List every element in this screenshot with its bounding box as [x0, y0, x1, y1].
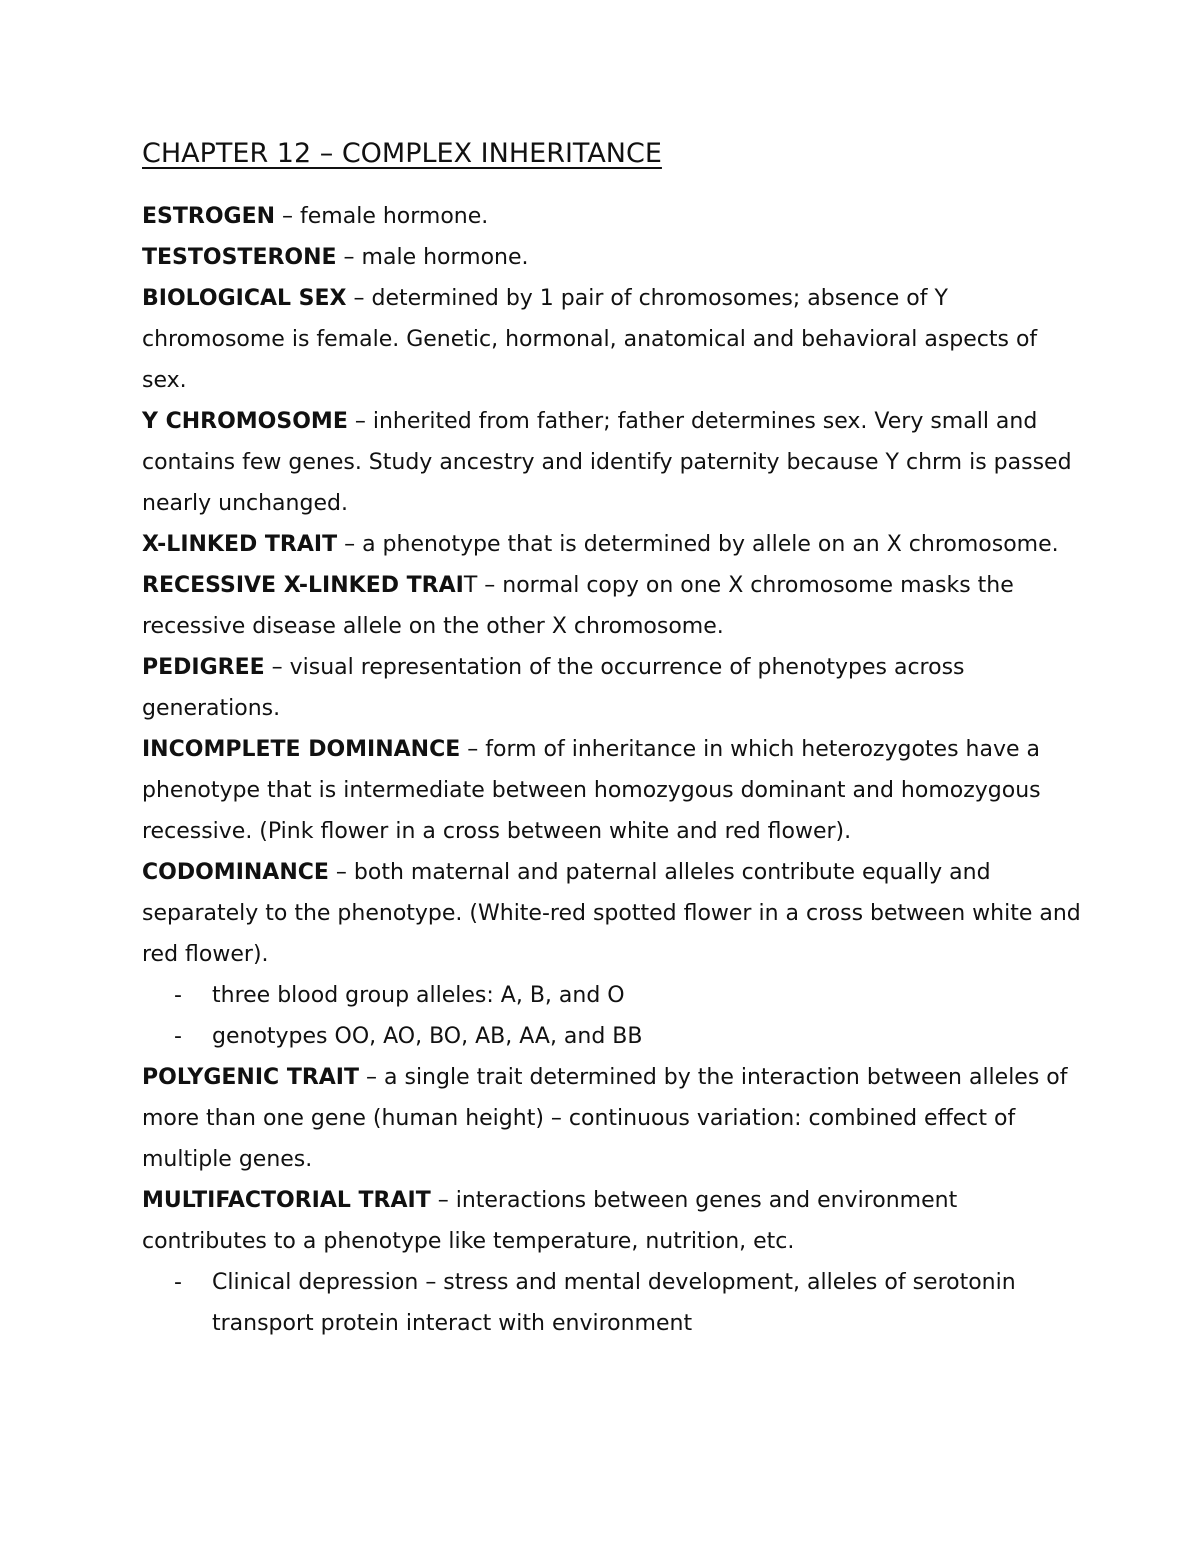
definition: – a single trait determined by the interaction between alleles of more than one gene (human height) – continuous variation: combined effect of multiple genes. [142, 1065, 1068, 1172]
definition-y-chromosome [142, 401, 1082, 524]
definition-testosterone [142, 237, 1082, 278]
term: INCOMPLETE DOMINANCE [142, 737, 461, 762]
codominance-bullet-list [142, 975, 1082, 1057]
bullet-dash: - [174, 1270, 182, 1295]
definition: – female hormone. [275, 204, 489, 229]
definition-codominance [142, 852, 1082, 975]
chapter-title: CHAPTER 12 – COMPLEX INHERITANCE [142, 138, 662, 169]
list-item [142, 1262, 1082, 1344]
definition: – interactions between genes and environment contributes to a phenotype like temperature, nutrition, etc. [142, 1188, 958, 1254]
definition: – male hormone. [336, 245, 529, 270]
definition: – visual representation of the occurrence of phenotypes across generations. [142, 655, 965, 721]
definition-pedigree [142, 647, 1082, 729]
definition: – a phenotype that is determined by allele on an X chromosome. [337, 532, 1059, 557]
term: X-LINKED TRAIT [142, 532, 338, 557]
definition-multifactorial-trait [142, 1180, 1082, 1262]
list-item [142, 1016, 1082, 1057]
bullet-text: genotypes OO, AO, BO, AB, AA, and BB [212, 1024, 643, 1049]
definition-biological-sex [142, 278, 1082, 401]
definition-x-linked-trait [142, 524, 1082, 565]
term: TESTOSTERONE [142, 245, 337, 270]
definition: – form of inheritance in which heterozygotes have a phenotype that is intermediate between homozygous dominant and homozygous recessive. (Pink flower in a cross between white and red flower). [142, 737, 1041, 844]
bullet-text: Clinical depression – stress and mental development, alleles of serotonin transport protein interact with environment [212, 1270, 1016, 1336]
term: BIOLOGICAL SEX [142, 286, 347, 311]
definition-incomplete-dominance [142, 729, 1082, 852]
definition: T – normal copy on one X chromosome masks the recessive disease allele on the other X chromosome. [142, 573, 1014, 639]
definition-estrogen [142, 196, 1082, 237]
term: Y CHROMOSOME [142, 409, 348, 434]
document-body [142, 196, 1082, 1344]
bullet-text: three blood group alleles: A, B, and O [212, 983, 625, 1008]
definition-polygenic-trait [142, 1057, 1082, 1180]
definition: – determined by 1 pair of chromosomes; absence of Y chromosome is female. Genetic, hormonal, anatomical and behavioral aspects of sex. [142, 286, 1038, 393]
term: ESTROGEN [142, 204, 276, 229]
bullet-dash: - [174, 983, 182, 1008]
term: PEDIGREE [142, 655, 265, 680]
term: CODOMINANCE [142, 860, 329, 885]
term: MULTIFACTORIAL TRAIT [142, 1188, 431, 1213]
term: POLYGENIC TRAIT [142, 1065, 360, 1090]
definition: – inherited from father; father determines sex. Very small and contains few genes. Study ancestry and identify paternity because Y chrm is passed nearly unchanged. [142, 409, 1072, 516]
list-item [142, 975, 1082, 1016]
definition-recessive-x-linked-trait [142, 565, 1082, 647]
term: RECESSIVE X-LINKED TRAI [142, 573, 464, 598]
definition: – both maternal and paternal alleles contribute equally and separately to the phenotype. (White-red spotted flower in a cross between white and red flower). [142, 860, 1081, 967]
multifactorial-bullet-list [142, 1262, 1082, 1344]
bullet-dash: - [174, 1024, 182, 1049]
